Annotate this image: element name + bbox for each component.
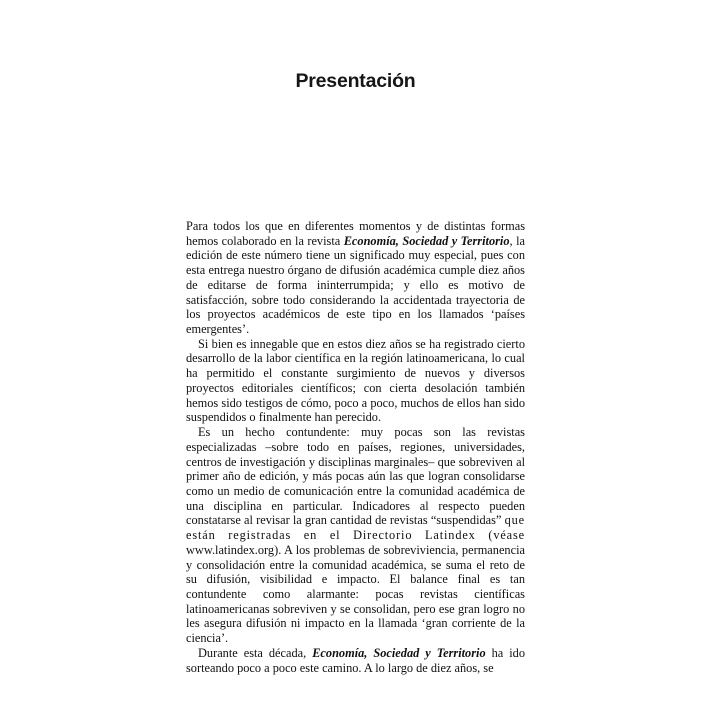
paragraph: Si bien es innegable que en estos diez años se ha registrado cierto desarrollo de la labor científica en la región latinoamericana, lo cual ha permitido el constante surgimiento de nuevos y diversos proyectos editoriales científicos; con cierta desolación también hemos sido testigos de cómo, poco a poco, muchos de ellos han sido suspendidos o finalmente han perecido. bbox=[186, 336, 525, 425]
body-text-column bbox=[186, 219, 525, 709]
page-title: Presentación bbox=[295, 70, 416, 93]
paragraph: Es un hecho contundente: muy pocas son las revistas especializadas –sobre todo en países, regiones, universidades, centros de investigación y disciplinas marginales– que sobreviven al primer año de edición, y más pocas aún las que logran consolidarse como un medio de comunicación entre la comunidad académica de una disciplina en particular. Indicadores al respecto pueden constatarse al revisar la gran cantidad de revistas “suspendidas” que están registradas en el Directorio Latindex (véase www.latindex.org). A los problemas de sobreviviencia, permanencia y consolidación entre la comunidad académica, se suma el reto de su difusión, visibilidad e impacto. El balance final es tan contundente como alarmante: pocas revistas científicas latinoamericanas sobreviven y se consolidan, pero ese gran logro no les asegura difusión ni impacto en la llamada ‘gran corriente de la ciencia’. bbox=[186, 425, 525, 646]
paragraph: Para todos los que en diferentes momentos y de distintas formas hemos colaborado en la revista Economía, Sociedad y Territorio, la edición de este número tiene un significado muy especial, pues con esta entrega nuestro órgano de difusión académica cumple diez años de editarse de forma ininterrumpida; y ello es motivo de satisfacción, sobre todo considerando la accidentada trayectoria de los proyectos académicos de este tipo en los llamados ‘países emergentes’. bbox=[186, 219, 525, 337]
journal-title: Economía, Sociedad y Territorio bbox=[312, 645, 486, 660]
paragraph: Durante esta década, Economía, Sociedad y Territorio ha ido sorteando poco a poco este camino. A lo largo de diez años, se bbox=[186, 645, 525, 675]
tracked-text-run: que están registradas en el Directorio Latindex (véase bbox=[186, 513, 525, 543]
journal-title: Economía, Sociedad y Territorio bbox=[343, 233, 510, 248]
